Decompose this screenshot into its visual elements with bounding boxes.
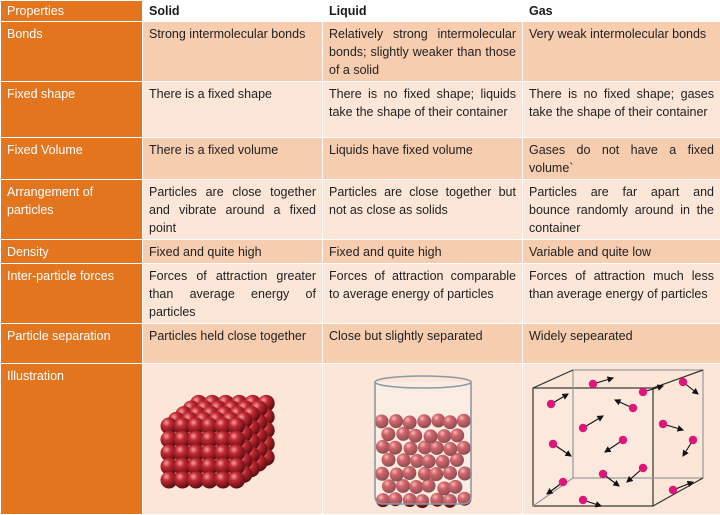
header-row <box>1 1 720 22</box>
gas-particle <box>629 404 637 412</box>
header-gas: Gas <box>523 1 720 22</box>
row-label: Arrangement of particles <box>1 180 143 240</box>
row-label: Fixed shape <box>1 82 143 138</box>
gas-particle <box>559 478 567 486</box>
gas-cell: Widely sepearated <box>523 324 720 364</box>
table-row-particle-separation <box>1 324 720 364</box>
solid-particle <box>228 472 245 489</box>
gas-cell: There is no fixed shape; gases take the shape of their container <box>523 82 720 138</box>
table-row-density <box>1 240 720 264</box>
gas-particle <box>589 380 597 388</box>
gas-particle <box>547 400 555 408</box>
row-label: Illustration <box>1 364 143 515</box>
solid-cell: There is a fixed volume <box>143 138 323 180</box>
liquid-cell: Relatively strong intermolecular bonds; slightly weaker than those of a solid <box>323 22 523 82</box>
header-solid: Solid <box>143 1 323 22</box>
gas-cell: Gases do not have a fixed volume` <box>523 138 720 180</box>
gas-particle <box>669 486 677 494</box>
row-label: Density <box>1 240 143 264</box>
beaker-glass <box>375 382 471 504</box>
solid-cell: Forces of attraction greater than average energy of particles <box>143 264 323 324</box>
solid-cell: There is a fixed shape <box>143 82 323 138</box>
row-label: Fixed Volume <box>1 138 143 180</box>
gas-cell: Variable and quite low <box>523 240 720 264</box>
gas-cell: Very weak intermolecular bonds <box>523 22 720 82</box>
gas-particle <box>639 464 647 472</box>
row-label: Inter-particle forces <box>1 264 143 324</box>
table-row-illustration <box>1 364 720 515</box>
table-row-fixed-shape <box>1 82 720 138</box>
gas-cell: Forces of attraction much less than average energy of particles <box>523 264 720 324</box>
gas-particle <box>549 440 557 448</box>
solid-lattice-illustration <box>143 364 323 514</box>
gas-box-illustration <box>523 364 720 514</box>
solid-cell: Particles held close together <box>143 324 323 364</box>
liquid-cell: Particles are close together but not as close as solids <box>323 180 523 240</box>
row-label: Bonds <box>1 22 143 82</box>
solid-cell: Fixed and quite high <box>143 240 323 264</box>
gas-particle <box>619 436 627 444</box>
liquid-cell: Fixed and quite high <box>323 240 523 264</box>
gas-particle <box>689 436 697 444</box>
header-liquid: Liquid <box>323 1 523 22</box>
gas-cell: Particles are far apart and bounce randomly around in the container <box>523 180 720 240</box>
liquid-cell: Close but slightly separated <box>323 324 523 364</box>
liquid-illustration-cell <box>323 364 523 515</box>
liquid-cell: Forces of attraction comparable to average energy of particles <box>323 264 523 324</box>
table-row-arrangement <box>1 180 720 240</box>
gas-particle <box>579 424 587 432</box>
gas-particle <box>579 496 587 504</box>
table-row-bonds <box>1 22 720 82</box>
solid-cell: Particles are close together and vibrate around a fixed point <box>143 180 323 240</box>
liquid-beaker-illustration <box>323 364 523 514</box>
solid-cell: Strong intermolecular bonds <box>143 22 323 82</box>
gas-particle <box>659 420 667 428</box>
gas-particle <box>679 378 687 386</box>
gas-illustration-cell <box>523 364 720 515</box>
gas-particle <box>639 388 647 396</box>
liquid-cell: Liquids have fixed volume <box>323 138 523 180</box>
gas-particle <box>599 470 607 478</box>
row-label: Particle separation <box>1 324 143 364</box>
solid-illustration-cell <box>143 364 323 515</box>
table-row-fixed-volume <box>1 138 720 180</box>
table-row-inter-particle-forces <box>1 264 720 324</box>
header-properties: Properties <box>1 1 143 22</box>
liquid-cell: There is no fixed shape; liquids take the shape of their container <box>323 82 523 138</box>
